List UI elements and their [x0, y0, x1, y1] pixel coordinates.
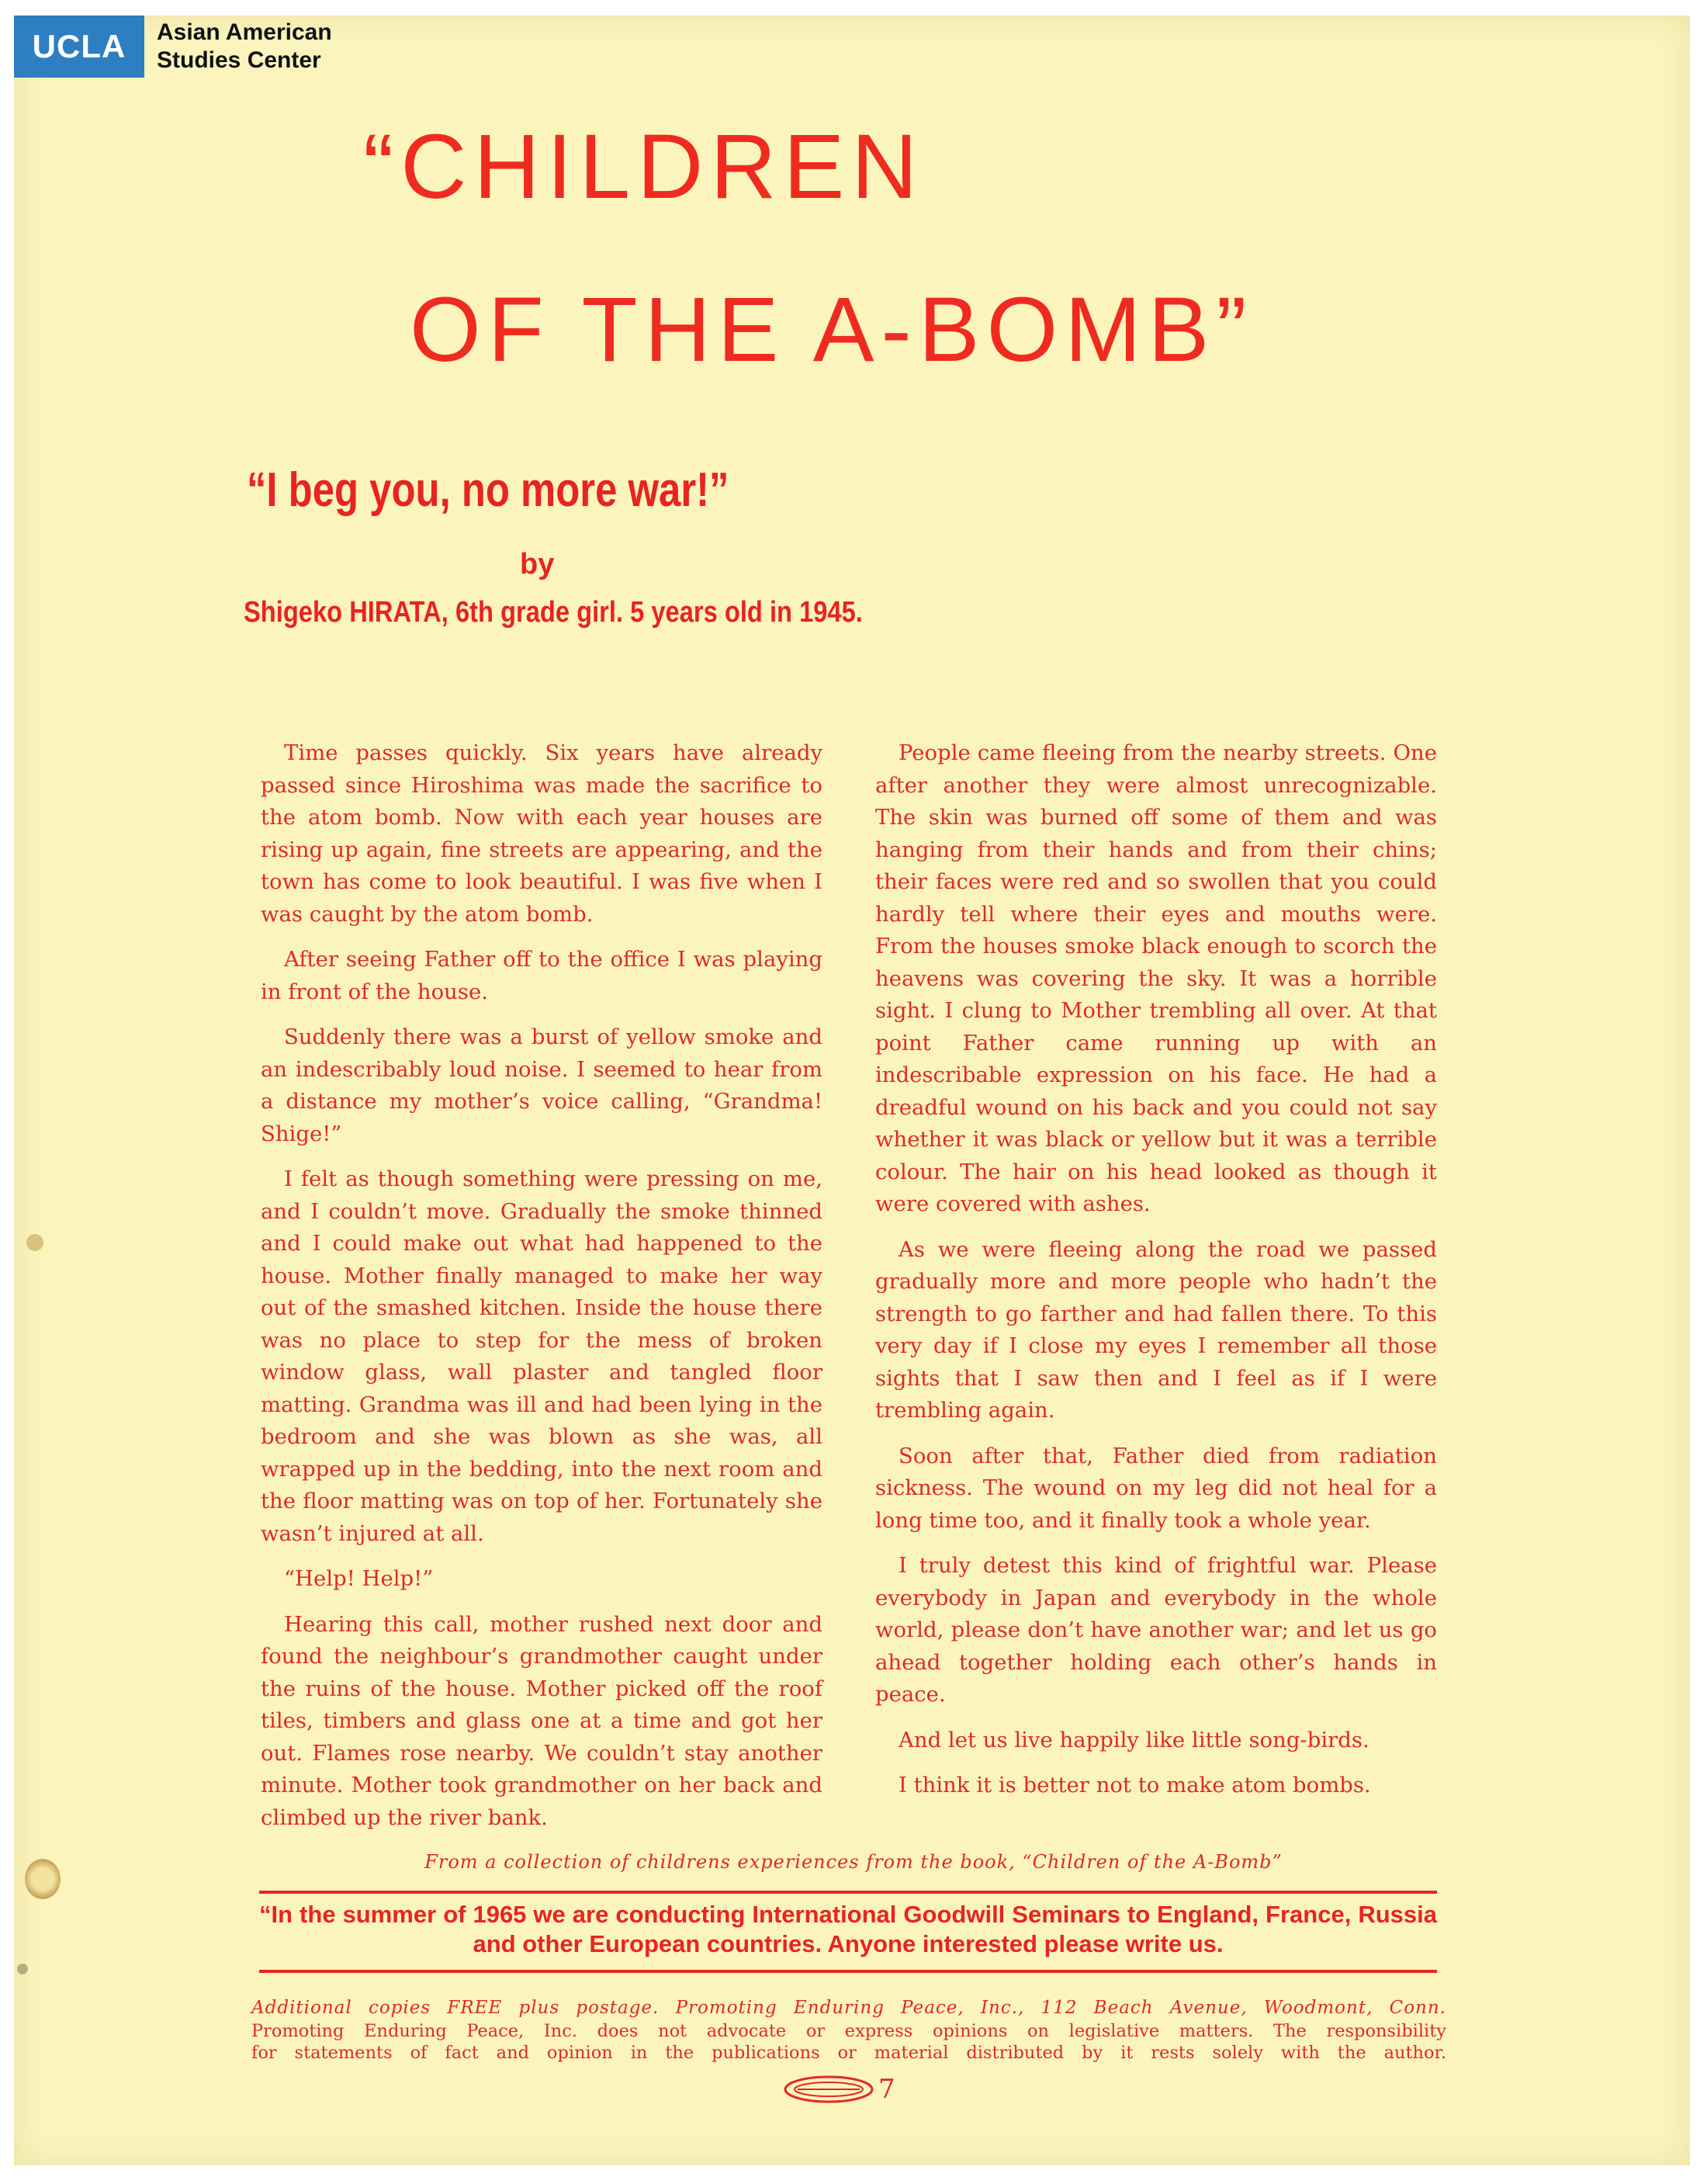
- byline-author: Shigeko HIRATA, 6th grade girl. 5 years old in 1945.: [244, 596, 863, 629]
- paragraph: After seeing Father off to the office I was playing in front of the house.: [261, 947, 822, 1004]
- footer-copies-line: Additional copies FREE plus postage. Promoting Enduring Peace, Inc., 112 Beach Avenue, Woodmont, Conn.: [251, 1998, 1446, 2018]
- page-number: 7: [878, 2074, 895, 2105]
- byline-by: by: [520, 548, 555, 581]
- title-line-2: OF THE A-BOMB”: [410, 279, 1254, 381]
- ucla-logo-mark: UCLA: [14, 16, 144, 78]
- footer-disclaimer-line-1: Promoting Enduring Peace, Inc. does not advocate or express opinions on legislative matters. The responsibility: [251, 2021, 1446, 2041]
- divider-bottom: [259, 1970, 1437, 1973]
- paragraph: Time passes quickly. Six years have already passed since Hiroshima was made the sacrifice to the atom bomb. Now with each year houses are rising up again, fine streets are appearing, and the town has come to look beautiful. I was five when I was caught by the atom bomb.: [261, 740, 822, 927]
- right-column: [875, 737, 1437, 1815]
- paragraph: People came fleeing from the nearby streets. One after another they were almost unrecognizable. The skin was burned off some of them and was hanging from their hands and from their chins; their faces were red and so swollen that you could hardly tell where their eyes and mouths were. From the houses smoke black enough to scorch the heavens was covering the sky. It was a horrible sight. I clung to Mother trembling all over. At that point Father came running up with an indescribable expression on his face. He had a dreadful wound on his back and you could not say whether it was black or yellow but it was a terrible colour. The hair on his head looked as though it were covered with ashes.: [875, 740, 1437, 1216]
- page-mark: [782, 2074, 895, 2105]
- seminar-notice: “In the summer of 1965 we are conducting International Goodwill Seminars to England, France, Russia and other European countries. Anyone interested please write us.: [259, 1901, 1437, 1957]
- paragraph: I truly detest this kind of frightful war. Please everybody in Japan and everybody in the whole world, please don’t have another war; and let us go ahead together holding each other’s hands in peace.: [875, 1553, 1437, 1707]
- paragraph: As we were fleeing along the road we passed gradually more and more people who hadn’t the strength to go farther and had fallen there. To this very day if I close my eyes I remember all those sights that I saw then and I feel as if I were trembling again.: [875, 1236, 1437, 1423]
- paragraph: I think it is better not to make atom bombs.: [899, 1773, 1371, 1797]
- paper-stain: [26, 1234, 43, 1251]
- center-name-line2: Studies Center: [157, 47, 321, 73]
- paragraph: Suddenly there was a burst of yellow smoke and an indescribably loud noise. I seemed to hear from a distance my mother’s voice calling, “Grandma! Shige!”: [261, 1024, 822, 1146]
- subtitle: “I beg you, no more war!”: [247, 463, 729, 517]
- paragraph: “Help! Help!”: [284, 1566, 434, 1591]
- center-name: [157, 19, 332, 75]
- union-label-icon: [782, 2074, 875, 2105]
- source-note: From a collection of childrens experiences from the book, “Children of the A-Bomb”: [424, 1851, 1283, 1873]
- paragraph: I felt as though something were pressing on me, and I couldn’t move. Gradually the smoke thinned and I could make out what had happened to the house. Mother finally managed to make her way out of the smashed kitchen. Inside the house there was no place to step for the mess of broken window glass, wall plaster and tangled floor matting. Grandma was ill and had been lying in the bedroom and she was blown as she was, all wrapped up in the bedding, into the next room and the floor matting was on top of her. Fortunately she wasn’t injured at all.: [261, 1167, 822, 1546]
- paragraph: Soon after that, Father died from radiation sickness. The wound on my leg did not heal for a long time too, and it finally took a whole year.: [875, 1443, 1437, 1533]
- left-column: [261, 737, 822, 1847]
- divider-top: [259, 1891, 1437, 1894]
- center-name-line1: Asian American: [157, 19, 332, 45]
- paper-stain: [17, 1964, 28, 1974]
- ucla-logo: [14, 16, 332, 78]
- paragraph: And let us live happily like little song-birds.: [899, 1727, 1369, 1752]
- footer-disclaimer-line-2: for statements of fact and opinion in the publications or material distributed by it rests solely with the author.: [251, 2043, 1446, 2063]
- title-line-1: “CHILDREN: [363, 116, 925, 218]
- paragraph: Hearing this call, mother rushed next door and found the neighbour’s grandmother caught under the ruins of the house. Mother picked off the roof tiles, timbers and glass one at a time and got her out. Flames rose nearby. We couldn’t stay another minute. Mother took grandmother on her back and climbed up the river bank.: [261, 1611, 822, 1830]
